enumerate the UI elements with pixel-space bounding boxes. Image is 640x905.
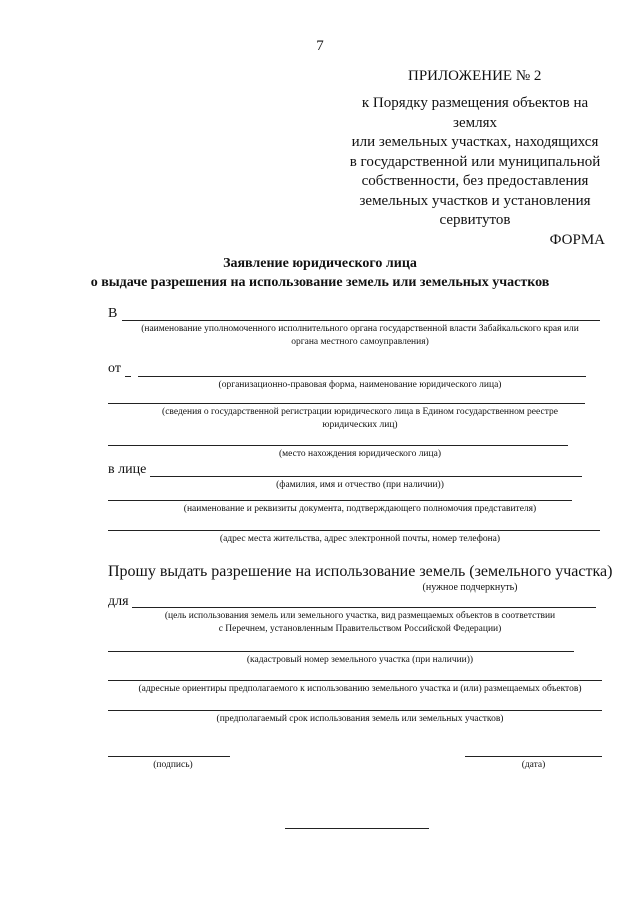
to-label: В xyxy=(108,306,118,321)
caption-line: (цель использования земель или земельного участка, вид размещаемых объектов в соответствии xyxy=(164,611,556,621)
caption-line: с Перечнем, установленным Правительством Российской Федерации) xyxy=(218,623,502,634)
purpose-field[interactable] xyxy=(132,607,596,608)
caption-line: (сведения о государственной регистрации юридического лица в Едином государственном реестре xyxy=(162,407,558,417)
authority-field[interactable] xyxy=(122,320,600,321)
usage-term-field[interactable] xyxy=(108,710,602,711)
page-number: 7 xyxy=(316,38,324,54)
landmarks-caption: (адресные ориентиры предполагаемого к использованию земельного участка и (или) размещаемых объектов) xyxy=(138,684,582,694)
usage-term-caption: (предполагаемый срок использования земель или земельных участков) xyxy=(216,714,504,724)
registration-caption xyxy=(100,406,620,431)
appendix-line: в государственной или муниципальной xyxy=(349,153,601,170)
from-field-dash xyxy=(125,376,131,377)
underline-note: (нужное подчеркнуть) xyxy=(422,582,518,593)
form-label: ФОРМА xyxy=(549,232,605,248)
contact-address-caption: (адрес места жительства, адрес электронной почты, номер телефона) xyxy=(219,534,501,544)
location-caption: (место нахождения юридического лица) xyxy=(279,449,441,459)
appendix-line: сервитутов xyxy=(439,212,511,228)
footer-divider xyxy=(285,828,429,829)
caption-line: (наименование уполномоченного исполнительного органа государственной власти Забайкальского края или xyxy=(141,324,579,334)
signature-caption: (подпись) xyxy=(153,760,193,770)
purpose-label: для xyxy=(108,594,129,609)
from-label: от xyxy=(108,361,121,376)
appendix-line: собственности, без предоставления xyxy=(361,173,589,189)
location-field[interactable] xyxy=(108,445,568,446)
purpose-caption xyxy=(100,610,620,635)
appendix-line: к Порядку размещения объектов на землях xyxy=(361,95,589,131)
appendix-line: земельных участков и установления xyxy=(359,192,591,209)
organization-caption: (организационно-правовая форма, наименование юридического лица) xyxy=(218,380,502,390)
representative-caption: (фамилия, имя и отчество (при наличии)) xyxy=(276,480,444,490)
cadastral-number-caption: (кадастровый номер земельного участка (при наличии)) xyxy=(246,655,474,665)
person-label: в лице xyxy=(108,462,147,477)
representative-field[interactable] xyxy=(150,476,582,477)
appendix-reference xyxy=(340,94,610,231)
organization-field[interactable] xyxy=(138,376,586,377)
caption-line: юридических лиц) xyxy=(322,419,398,430)
caption-line: органа местного самоуправления) xyxy=(291,336,429,347)
authority-document-caption: (наименование и реквизиты документа, подтверждающего полномочия представителя) xyxy=(183,504,537,514)
request-text: Прошу выдать разрешение на использование земель (земельного участка) xyxy=(108,563,613,580)
date-caption: (дата) xyxy=(521,760,546,770)
date-field[interactable] xyxy=(465,756,602,757)
appendix-title: ПРИЛОЖЕНИЕ № 2 xyxy=(408,68,542,84)
signature-field[interactable] xyxy=(108,756,230,757)
authority-caption xyxy=(100,323,620,348)
cadastral-number-field[interactable] xyxy=(108,651,574,652)
contact-address-field[interactable] xyxy=(108,530,600,531)
landmarks-field[interactable] xyxy=(108,680,602,681)
authority-document-field[interactable] xyxy=(108,500,572,501)
title-line-1: Заявление юридического лица xyxy=(223,256,417,271)
appendix-line: или земельных участках, находящихся xyxy=(351,134,599,150)
document-title xyxy=(0,254,640,292)
title-line-2: о выдаче разрешения на использование земель или земельных участков xyxy=(90,275,550,290)
registration-field[interactable] xyxy=(108,403,585,404)
